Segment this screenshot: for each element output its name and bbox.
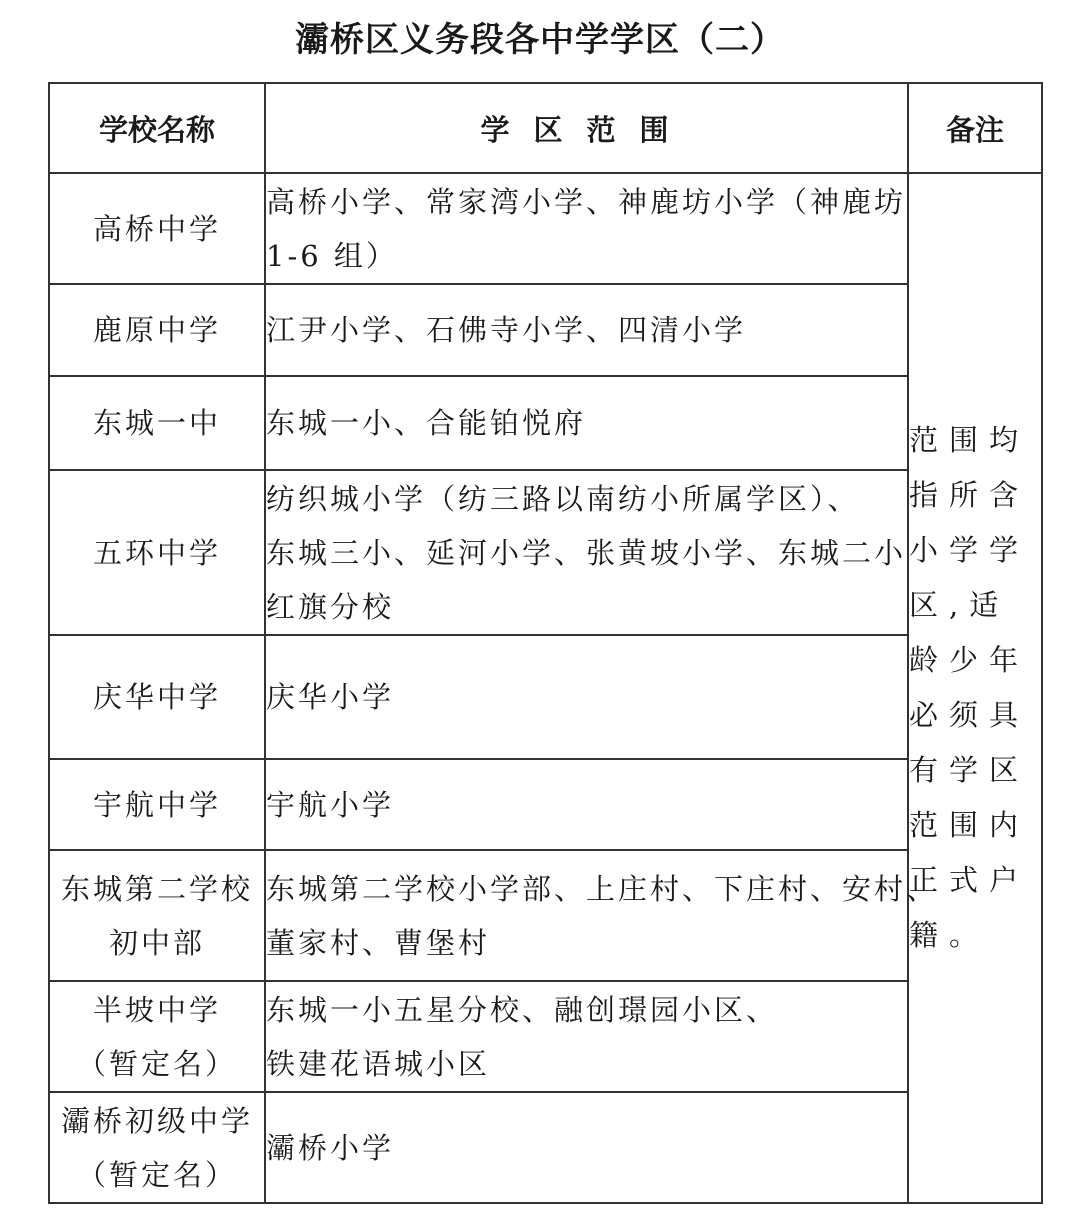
district-scope: 1-6 组） xyxy=(266,238,398,273)
school-name-cell xyxy=(49,284,265,376)
table-row xyxy=(49,470,1042,635)
district-scope-cell xyxy=(265,850,939,981)
district-scope: 东城第二学校小学部、上庄村、下庄村、安村、 xyxy=(266,871,939,906)
table-row xyxy=(49,173,1042,284)
school-name: 东城一中 xyxy=(92,406,221,440)
school-name: 宇航中学 xyxy=(92,787,221,822)
district-scope-cell xyxy=(265,284,908,376)
remark-cell: 范围均指所含小学学区,适龄少年必须具有学区范围内正式户籍。 xyxy=(908,173,1042,1203)
school-name-cell xyxy=(49,470,265,635)
school-name-cell xyxy=(49,759,265,850)
school-name: 东城第二学校 xyxy=(60,871,253,906)
header-remark: 备注 xyxy=(908,83,1042,173)
district-scope: 高桥小学、常家湾小学、神鹿坊小学（神鹿坊 xyxy=(266,184,907,219)
district-scope: 宇航小学 xyxy=(266,787,395,822)
school-name: 灞桥初级中学 xyxy=(60,1103,253,1138)
district-scope-cell xyxy=(265,1092,908,1203)
school-name-cell xyxy=(49,376,265,470)
district-scope-cell xyxy=(265,635,908,759)
district-scope-cell xyxy=(265,759,908,850)
table-row xyxy=(49,635,1042,759)
district-scope: 灞桥小学 xyxy=(266,1130,395,1165)
school-name: （暂定名） xyxy=(76,1157,237,1192)
page-title: 灞桥区义务段各中学学区（二） xyxy=(295,20,785,60)
school-name: 庆华中学 xyxy=(92,680,221,714)
school-name-cell xyxy=(49,1092,265,1203)
district-scope: 东城三小、延河小学、张黄坡小学、东城二小 xyxy=(266,535,907,570)
district-scope: 江尹小学、石佛寺小学、四清小学 xyxy=(266,313,747,347)
header-district-range: 学区范围 xyxy=(265,83,908,173)
district-scope: 东城一小、合能铂悦府 xyxy=(266,406,587,440)
school-name: 高桥中学 xyxy=(92,211,221,246)
district-scope: 铁建花语城小区 xyxy=(266,1046,491,1081)
school-name: 鹿原中学 xyxy=(92,313,221,347)
school-name: （暂定名） xyxy=(76,1046,237,1081)
district-scope: 纺织城小学（纺三路以南纺小所属学区）、 xyxy=(266,481,860,516)
school-name: 初中部 xyxy=(108,925,205,960)
school-name: 五环中学 xyxy=(92,535,221,570)
school-name: 半坡中学 xyxy=(92,992,221,1027)
district-scope: 庆华小学 xyxy=(266,680,395,714)
table-row xyxy=(49,376,1042,470)
table-header-row xyxy=(49,83,1042,173)
table-row xyxy=(49,284,1042,376)
district-scope-cell xyxy=(265,470,908,635)
table-row xyxy=(49,981,1042,1092)
school-name-cell xyxy=(49,981,265,1092)
school-name-cell xyxy=(49,850,265,981)
table-row xyxy=(49,1092,1042,1203)
district-scope: 东城一小五星分校、融创璟园小区、 xyxy=(266,992,779,1027)
district-scope: 董家村、曹堡村 xyxy=(266,925,491,960)
school-name-cell xyxy=(49,635,265,759)
school-district-table xyxy=(48,82,1043,1204)
district-scope: 红旗分校 xyxy=(266,589,395,624)
header-school-name: 学校名称 xyxy=(49,83,265,173)
table-row xyxy=(49,759,1042,850)
district-scope-cell xyxy=(265,173,908,284)
table-row xyxy=(49,850,1042,981)
school-name-cell xyxy=(49,173,265,284)
district-scope-cell xyxy=(265,376,908,470)
district-scope-cell xyxy=(265,981,908,1092)
